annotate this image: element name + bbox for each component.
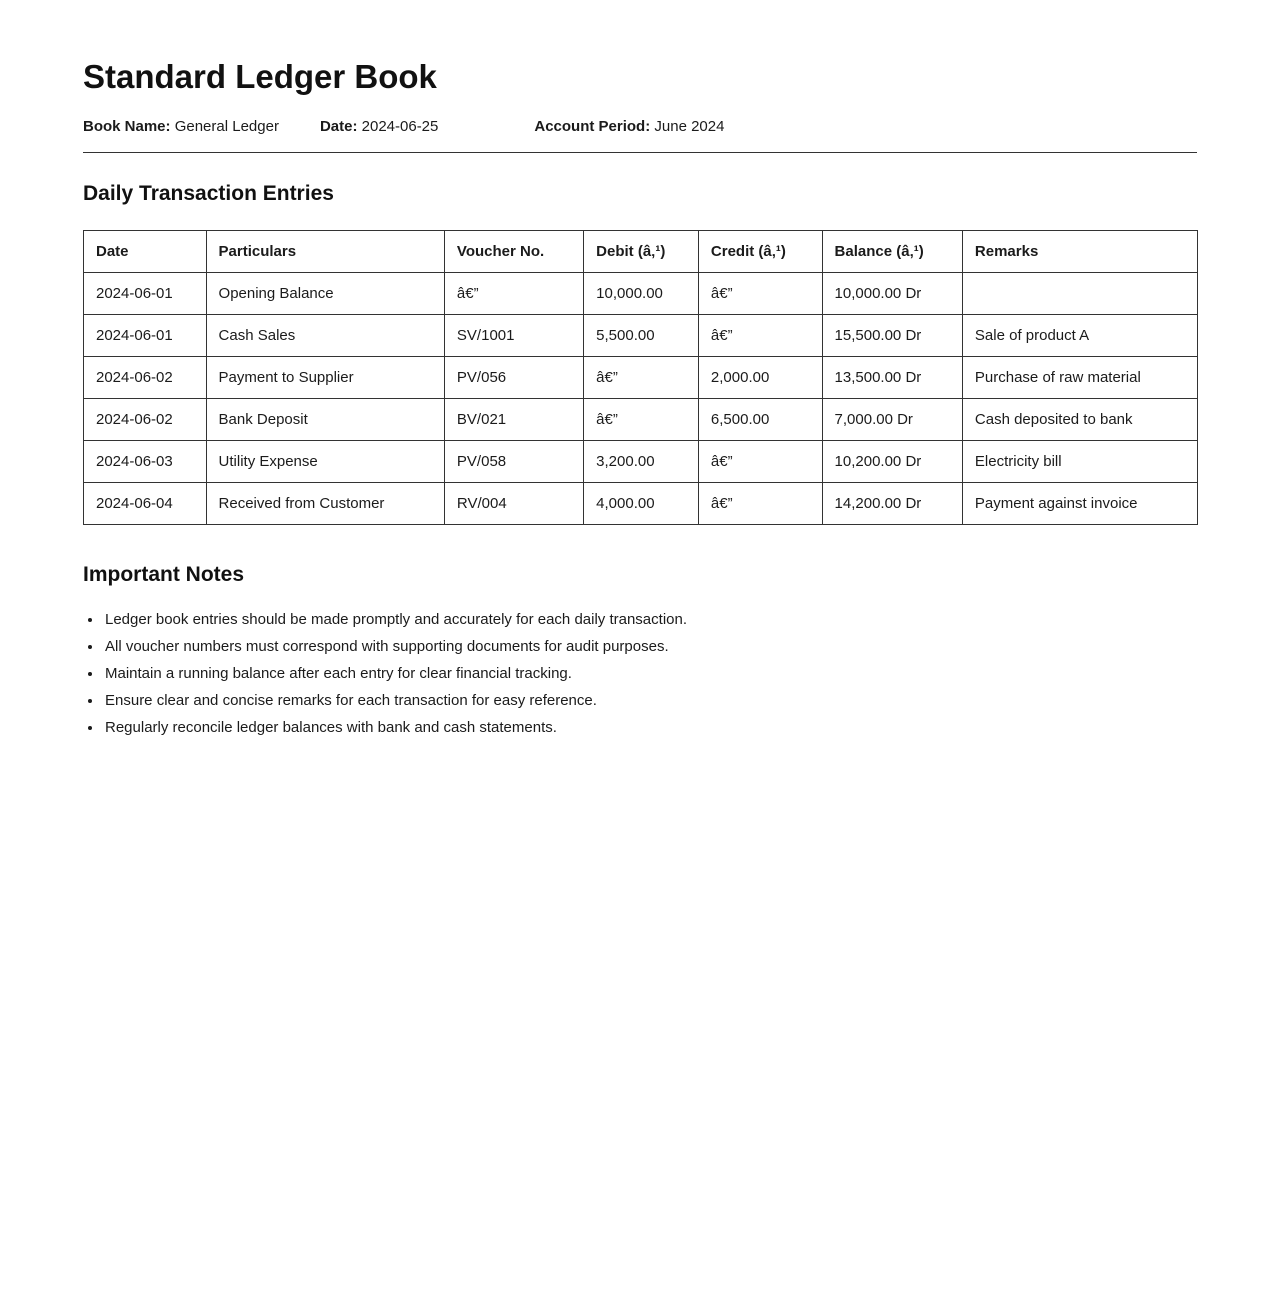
list-item: • All voucher numbers must correspond with supporting documents for audit purposes. [103, 633, 1197, 660]
cell-debit: â€” [584, 399, 699, 441]
cell-remarks: Payment against invoice [962, 483, 1197, 525]
cell-debit: 5,500.00 [584, 315, 699, 357]
list-item: • Maintain a running balance after each entry for clear financial tracking. [103, 660, 1197, 687]
cell-particulars: Received from Customer [206, 483, 444, 525]
list-item: • Regularly reconcile ledger balances with bank and cash statements. [103, 714, 1197, 741]
cell-debit: 3,200.00 [584, 441, 699, 483]
cell-credit: â€” [698, 441, 822, 483]
account-period-value: June 2024 [654, 118, 725, 135]
cell-balance: 14,200.00 Dr [822, 483, 962, 525]
cell-balance: 7,000.00 Dr [822, 399, 962, 441]
column-header-credit: Credit (â‚¹) [698, 231, 822, 273]
cell-voucher-no: PV/056 [444, 357, 583, 399]
cell-date: 2024-06-02 [84, 357, 207, 399]
notes-section-heading: Important Notes [83, 563, 245, 586]
account-period-label: Account Period: [534, 118, 651, 135]
cell-balance: 15,500.00 Dr [822, 315, 962, 357]
cell-balance: 10,200.00 Dr [822, 441, 962, 483]
book-name-label: Book Name: [83, 118, 171, 135]
table-row [84, 357, 1198, 399]
meta-account-period [534, 118, 724, 135]
cell-date: 2024-06-03 [84, 441, 207, 483]
table-row [84, 273, 1198, 315]
table-header-row [84, 231, 1198, 273]
column-header-voucher-no: Voucher No. [444, 231, 583, 273]
column-header-balance: Balance (â‚¹) [822, 231, 962, 273]
notes-list [83, 606, 1197, 741]
column-header-debit: Debit (â‚¹) [584, 231, 699, 273]
cell-credit: 2,000.00 [698, 357, 822, 399]
cell-credit: â€” [698, 315, 822, 357]
header-divider [83, 152, 1197, 153]
cell-voucher-no: RV/004 [444, 483, 583, 525]
cell-debit: 10,000.00 [584, 273, 699, 315]
cell-particulars: Bank Deposit [206, 399, 444, 441]
table-row [84, 315, 1198, 357]
transactions-table [83, 230, 1198, 525]
list-item: • Ledger book entries should be made promptly and accurately for each daily transaction. [103, 606, 1197, 633]
cell-credit: 6,500.00 [698, 399, 822, 441]
date-label: Date: [319, 118, 358, 135]
cell-remarks: Electricity bill [962, 441, 1197, 483]
list-item: • Ensure clear and concise remarks for each transaction for easy reference. [103, 687, 1197, 714]
document-meta [83, 118, 1197, 135]
cell-remarks: Cash deposited to bank [962, 399, 1197, 441]
cell-voucher-no: â€” [444, 273, 583, 315]
cell-particulars: Cash Sales [206, 315, 444, 357]
cell-debit: 4,000.00 [584, 483, 699, 525]
column-header-remarks: Remarks [962, 231, 1197, 273]
cell-remarks [962, 273, 1197, 315]
table-row [84, 441, 1198, 483]
cell-balance: 13,500.00 Dr [822, 357, 962, 399]
cell-credit: â€” [698, 273, 822, 315]
cell-date: 2024-06-01 [84, 273, 207, 315]
cell-debit: â€” [584, 357, 699, 399]
cell-voucher-no: SV/1001 [444, 315, 583, 357]
meta-date [320, 118, 438, 135]
cell-particulars: Opening Balance [206, 273, 444, 315]
table-row [84, 483, 1198, 525]
column-header-particulars: Particulars [206, 231, 444, 273]
cell-date: 2024-06-04 [84, 483, 207, 525]
table-row [84, 399, 1198, 441]
cell-credit: â€” [698, 483, 822, 525]
cell-particulars: Utility Expense [206, 441, 444, 483]
page-title: Standard Ledger Book [83, 58, 437, 95]
meta-book-name [83, 118, 279, 135]
cell-voucher-no: PV/058 [444, 441, 583, 483]
cell-remarks: Sale of product A [962, 315, 1197, 357]
cell-date: 2024-06-01 [84, 315, 207, 357]
book-name-value: General Ledger [174, 118, 279, 135]
column-header-date: Date [84, 231, 207, 273]
cell-voucher-no: BV/021 [444, 399, 583, 441]
cell-remarks: Purchase of raw material [962, 357, 1197, 399]
cell-particulars: Payment to Supplier [206, 357, 444, 399]
cell-date: 2024-06-02 [84, 399, 207, 441]
transactions-section-heading: Daily Transaction Entries [83, 182, 334, 205]
date-value: 2024-06-25 [361, 118, 439, 135]
cell-balance: 10,000.00 Dr [822, 273, 962, 315]
